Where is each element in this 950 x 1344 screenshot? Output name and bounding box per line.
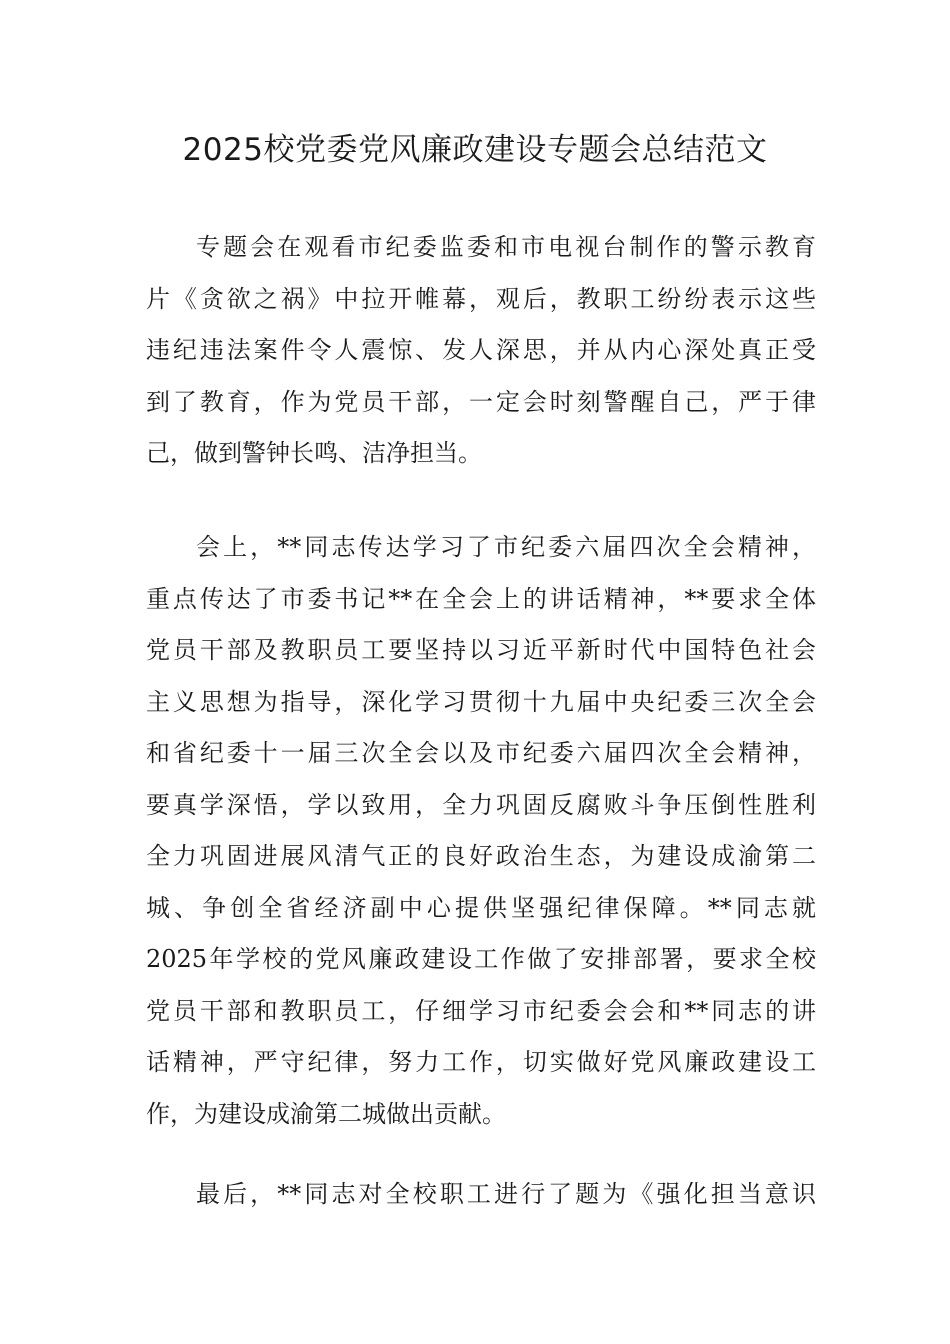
- paragraph-1: [146, 222, 816, 480]
- paragraph-line: 全力巩固进展风清气正的良好政治生态，为建设成渝第二: [146, 842, 816, 870]
- paragraph-line: 到了教育，作为党员干部，一定会时刻警醒自己，严于律: [146, 387, 816, 416]
- paragraph-2: [146, 522, 816, 1140]
- paragraph-line: 2025年学校的党风廉政建设工作做了安排部署，要求全校: [146, 945, 816, 973]
- paragraph-line: 城、争创全省经济副中心提供坚强纪律保障。**同志就: [146, 893, 816, 922]
- paragraph-line: 主义思想为指导，深化学习贯彻十九届中央纪委三次全会: [146, 687, 816, 716]
- paragraph-line: 违纪违法案件令人震惊、发人深思，并从内心深处真正受: [146, 336, 816, 364]
- paragraph-line: 会上，**同志传达学习了市纪委六届四次全会精神，: [196, 533, 816, 561]
- paragraph-line: 片《贪欲之祸》中拉开帷幕，观后，教职工纷纷表示这些: [146, 284, 816, 313]
- paragraph-line: 重点传达了市委书记**在全会上的讲话精神，**要求全体: [146, 584, 816, 613]
- paragraph-line: 己，做到警钟长鸣、洁净担当。: [146, 439, 482, 467]
- paragraph-line: 党员干部和教职员工，仔细学习市纪委会会和**同志的讲: [146, 996, 816, 1025]
- paragraph-3: [146, 1169, 816, 1221]
- paragraph-line: 作，为建设成渝第二城做出贡献。: [146, 1099, 506, 1128]
- paragraph-line: 专题会在观看市纪委监委和市电视台制作的警示教育: [196, 233, 816, 261]
- document-title: 2025校党委党风廉政建设专题会总结范文: [182, 132, 768, 168]
- paragraph-line: 要真学深悟，学以致用，全力巩固反腐败斗争压倒性胜利: [146, 790, 816, 819]
- paragraph-line: 和省纪委十一届三次全会以及市纪委六届四次全会精神，: [146, 739, 816, 767]
- paragraph-line: 党员干部及教职员工要坚持以习近平新时代中国特色社会: [146, 636, 816, 664]
- paragraph-line: 话精神，严守纪律，努力工作，切实做好党风廉政建设工: [146, 1048, 816, 1076]
- paragraph-line: 最后，**同志对全校职工进行了题为《强化担当意识: [196, 1180, 816, 1208]
